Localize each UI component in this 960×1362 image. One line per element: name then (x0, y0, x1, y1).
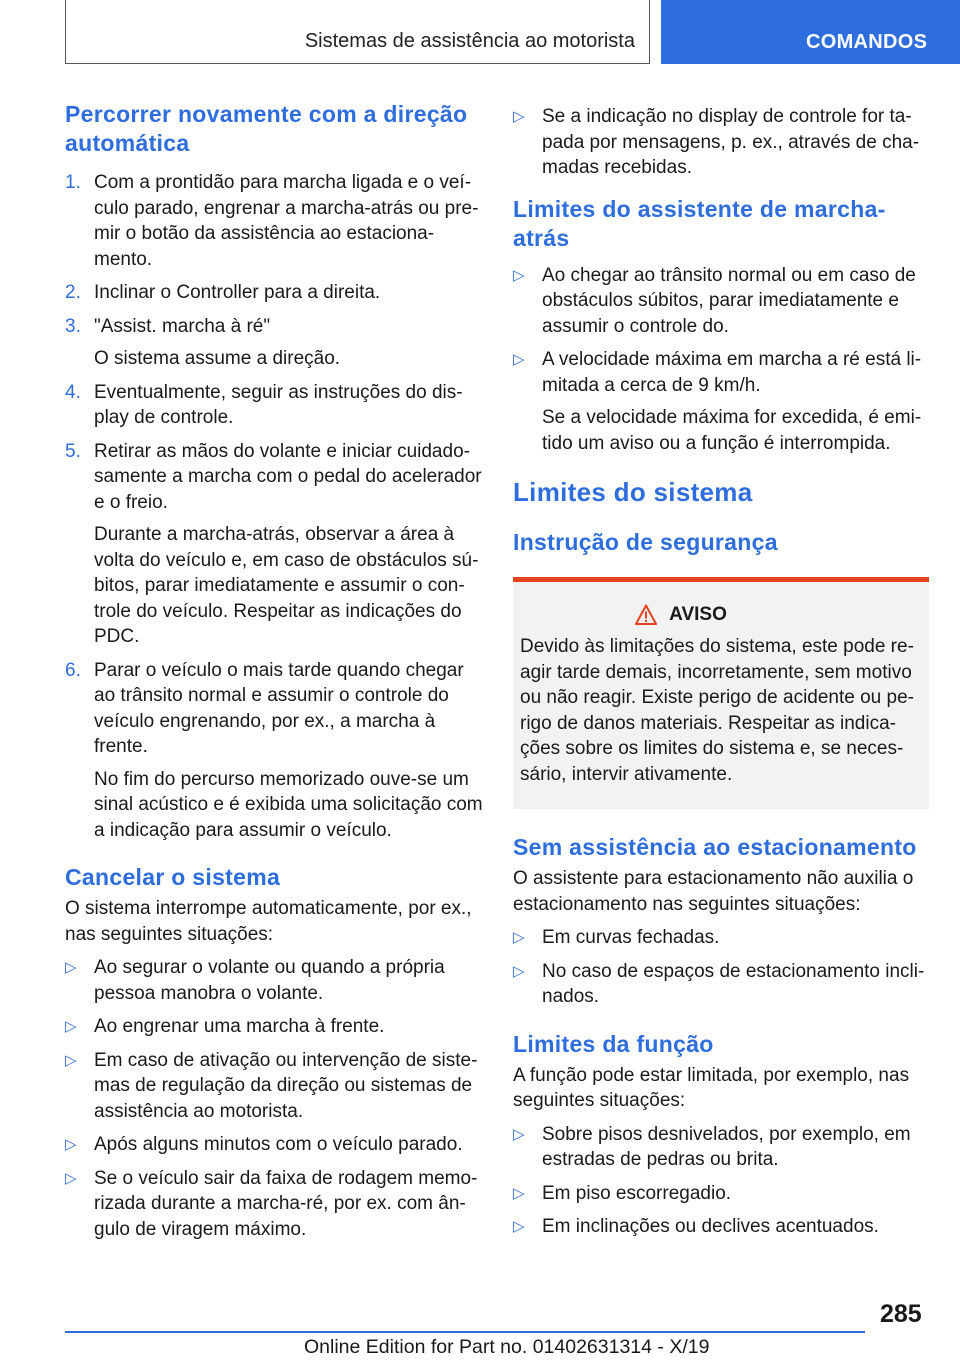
warning-box (513, 577, 929, 809)
step-6-note: No fim do percurso memorizado ouve-se um sinal acústico e é exibida uma solicitação com a indicação para assumir o veículo. (94, 768, 483, 841)
list-item (513, 104, 929, 181)
step-3 (65, 314, 483, 340)
bullet-triangle-icon: ▷ (65, 1018, 77, 1035)
bullet-triangle-icon: ▷ (513, 108, 525, 125)
step-text: Com a prontidão para marcha ligada e o veículo parado, engrenar a marcha-atrás ou premir o botão da assistência ao estacionamento. (94, 172, 479, 270)
step-1 (65, 170, 483, 272)
step-number: 6. (65, 659, 81, 681)
reverse-note: Se a velocidade máxima for excedida, é emitido um aviso ou a função é interrompida. (542, 407, 922, 454)
function-list (513, 1122, 929, 1240)
list-item (513, 925, 929, 951)
heading-function-limits: Limites da função (513, 1030, 714, 1057)
left-column (65, 100, 483, 1242)
step-text: "Assist. marcha à ré" (94, 315, 271, 337)
list-item-text: Em piso escorregadio. (542, 1182, 732, 1204)
list-item-text: Se o veículo sair da faixa de rodagem memorizada durante a marcha-ré, por ex. com ângulo de viragem máximo. (94, 1167, 478, 1240)
reverse-list (513, 263, 929, 457)
heading-reverse-limits: Limites do assistente de marcha-atrás (513, 195, 886, 251)
bullet-triangle-icon: ▷ (65, 1051, 77, 1069)
bullet-triangle-icon: ▷ (513, 1184, 525, 1202)
heading-no-assist: Sem assistência ao estacionamento (513, 834, 917, 860)
footer-rule (65, 1331, 865, 1333)
function-intro: A função pode estar limitada, por exemplo, nas seguintes situações: (513, 1064, 910, 1111)
warning-title-row (520, 604, 922, 626)
list-item-text: Após alguns minutos com o veículo parado. (94, 1134, 463, 1155)
step-text: Eventualmente, seguir as instruções do display de controle. (94, 381, 463, 428)
step-number: 1. (65, 172, 81, 193)
steps-list (65, 170, 483, 843)
list-item (65, 1132, 483, 1158)
list-item (513, 347, 929, 398)
list-item-text: Ao chegar ao trânsito normal ou em caso de obstáculos súbitos, parar imediatamente e assumir o controle do. (542, 264, 916, 337)
warning-title: AVISO (669, 604, 727, 625)
step-number: 3. (65, 315, 81, 337)
step-number: 4. (65, 381, 81, 403)
no-assist-intro: O assistente para estacionamento não auxilia o estacionamento nas seguintes situações: (513, 868, 914, 915)
list-item-text: Em curvas fechadas. (542, 927, 720, 948)
list-item (65, 1166, 483, 1243)
list-item (513, 1181, 929, 1207)
step-5 (65, 439, 483, 516)
footer-edition: Online Edition for Part no. 01402631314 - X/19 (304, 1336, 710, 1358)
bullet-triangle-icon: ▷ (513, 1218, 525, 1235)
page-number: 285 (880, 1300, 922, 1328)
bullet-triangle-icon: ▷ (65, 1169, 77, 1187)
warning-text: Devido às limitações do sistema, este pode reagir tarde demais, incorretamente, sem motivo ou não reagir. Existe perigo de acidente ou perigo de danos materiais. Respeitar as indicações sobre os limites do sistema e, se necessário, intervir ativamente. (520, 636, 914, 785)
list-item (65, 1014, 483, 1040)
list-item (65, 1048, 483, 1125)
heading-reroute: Percorrer novamente com a direção automática (65, 101, 468, 156)
step-number: 2. (65, 282, 81, 303)
bullet-triangle-icon: ▷ (513, 351, 525, 368)
section-title: Sistemas de assistência ao motorista (304, 30, 635, 52)
bullet-triangle-icon: ▷ (513, 962, 525, 980)
step-text: Inclinar o Controller para a direita. (94, 282, 381, 303)
chapter-tab (661, 0, 960, 64)
step-2 (65, 280, 483, 306)
step-5-note: Durante a marcha-atrás, observar a área à volta do veículo e, em caso de obstáculos súbitos, parar imediatamente e assumir o controle do veículo. Respeitar as indicações do PDC. (94, 524, 479, 647)
bullet-triangle-icon: ▷ (65, 1136, 77, 1153)
bullet-triangle-icon: ▷ (513, 929, 525, 946)
heading-cancel: Cancelar o sistema (65, 864, 281, 890)
step-text: Parar o veículo o mais tarde quando chegar ao trânsito normal e assumir o controle do veículo engrenando, por ex., a marcha à frente. (94, 659, 464, 757)
chapter-title: COMANDOS (806, 31, 928, 53)
list-item (513, 263, 929, 340)
list-item (513, 1122, 929, 1173)
heading-safety: Instrução de segurança (513, 529, 778, 555)
right-column (513, 100, 929, 1240)
list-item (513, 959, 929, 1010)
step-3-note: O sistema assume a direção. (94, 348, 341, 369)
list-item-text: No caso de espaços de estacionamento inclinados. (542, 960, 925, 1007)
bullet-triangle-icon: ▷ (65, 959, 77, 976)
header-section-box (65, 0, 650, 64)
list-item-text: Sobre pisos desnivelados, por exemplo, em estradas de pedras ou brita. (542, 1123, 911, 1170)
no-assist-list (513, 925, 929, 1010)
step-4 (65, 380, 483, 431)
bullet-triangle-icon: ▷ (513, 266, 525, 284)
warning-triangle-icon (635, 604, 657, 626)
list-item-text: Se a indicação no display de controle for tapada por mensagens, p. ex., através de chamadas recebidas. (542, 106, 920, 178)
cancel-intro: O sistema interrompe automaticamente, por ex., nas seguintes situações: (65, 898, 472, 945)
step-text: Retirar as mãos do volante e iniciar cuidadosamente a marcha com o pedal do acelerador e o freio. (94, 440, 482, 513)
list-item (513, 1214, 929, 1240)
list-item-text: Ao engrenar uma marcha à frente. (94, 1016, 385, 1037)
list-item-text: A velocidade máxima em marcha a ré está limitada a cerca de 9 km/h. (542, 349, 922, 396)
bullet-triangle-icon: ▷ (513, 1125, 525, 1143)
list-item (65, 955, 483, 1006)
step-number: 5. (65, 440, 81, 462)
step-6 (65, 658, 483, 760)
cancel-list (65, 955, 483, 1242)
list-item-text: Ao segurar o volante ou quando a própria pessoa manobra o volante. (94, 957, 445, 1004)
list-item-text: Em caso de ativação ou intervenção de sistemas de regulação da direção ou sistemas de assistência ao motorista. (94, 1049, 478, 1122)
heading-system-limits: Limites do sistema (513, 477, 753, 507)
list-item-text: Em inclinações ou declives acentuados. (542, 1216, 879, 1237)
